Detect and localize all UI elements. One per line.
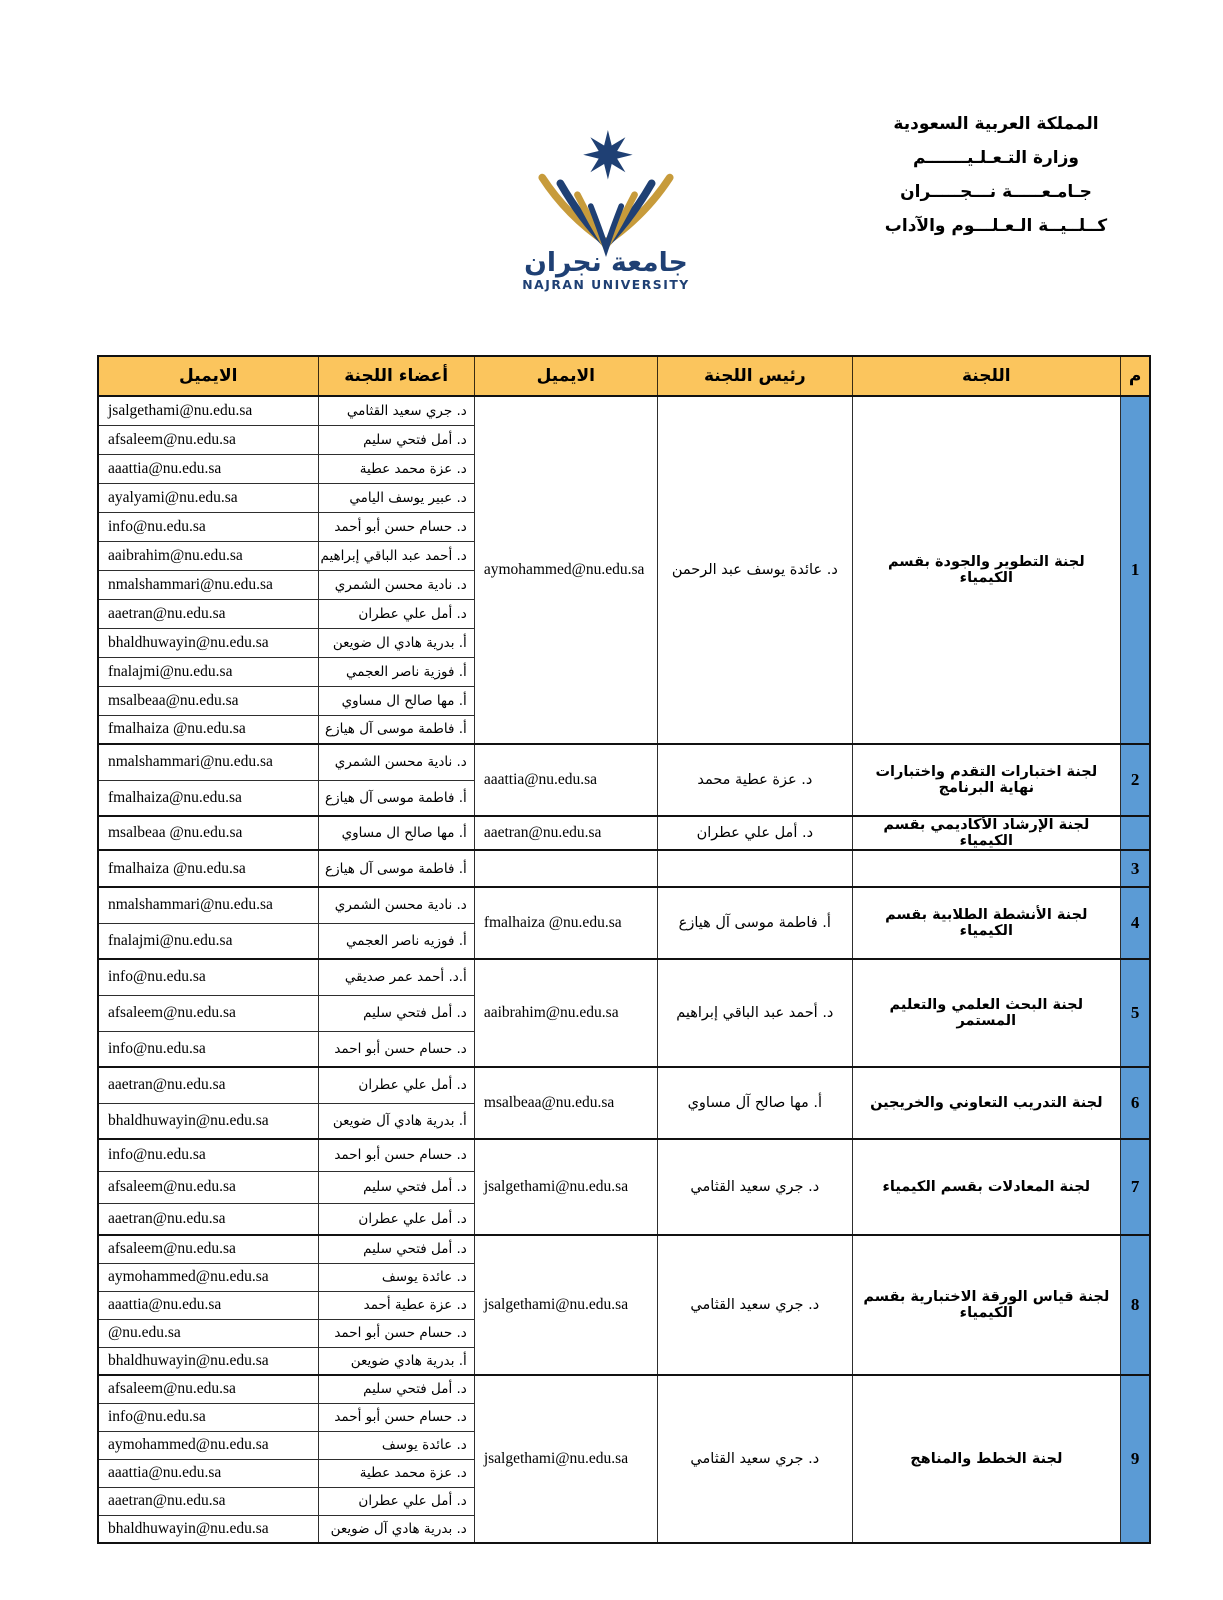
- member-email-cell: aaattia@nu.edu.sa: [98, 1291, 318, 1319]
- chair-email-cell: [474, 850, 657, 887]
- member-name-cell: د. حسام حسن أبو أحمد: [318, 1403, 474, 1431]
- member-name-cell: د. نادية محسن الشمري: [318, 570, 474, 599]
- logo-english-text: NAJRAN UNIVERSITY: [522, 277, 690, 292]
- committee-number-cell: 3: [1120, 850, 1150, 887]
- member-row: [98, 959, 1150, 995]
- member-email-cell: aymohammed@nu.edu.sa: [98, 1431, 318, 1459]
- committee-name-cell: لجنة اختبارات التقدم واختبارات نهاية البرنامج: [852, 744, 1120, 816]
- member-name-cell: د. حسام حسن أبو احمد: [318, 1319, 474, 1347]
- committee-chair-cell: د. عائدة يوسف عبد الرحمن: [657, 396, 852, 744]
- member-name-cell: د. أمل فتحي سليم: [318, 425, 474, 454]
- najran-university-logo: [508, 126, 704, 296]
- member-email-cell: msalbeaa@nu.edu.sa: [98, 686, 318, 715]
- chair-email-cell: aaibrahim@nu.edu.sa: [474, 959, 657, 1067]
- member-email-cell: info@nu.edu.sa: [98, 512, 318, 541]
- member-row: [98, 1067, 1150, 1103]
- member-name-cell: د. أمل علي عطران: [318, 1487, 474, 1515]
- chair-email-cell: aaattia@nu.edu.sa: [474, 744, 657, 816]
- committee-number-cell: 9: [1120, 1375, 1150, 1543]
- committee-number-cell: 7: [1120, 1139, 1150, 1235]
- member-name-cell: د. حسام حسن أبو احمد: [318, 1031, 474, 1067]
- palm-wings-icon: [542, 178, 669, 248]
- member-email-cell: aaetran@nu.edu.sa: [98, 1067, 318, 1103]
- member-name-cell: د. أمل علي عطران: [318, 599, 474, 628]
- member-email-cell: fmalhaiza@nu.edu.sa: [98, 780, 318, 816]
- member-email-cell: nmalshammari@nu.edu.sa: [98, 744, 318, 780]
- org-line-country: المملكة العربية السعودية: [893, 114, 1099, 134]
- member-email-cell: nmalshammari@nu.edu.sa: [98, 570, 318, 599]
- committee-chair-cell: د. أحمد عبد الباقي إبراهيم: [657, 959, 852, 1067]
- org-header-block: [873, 116, 1119, 252]
- member-name-cell: أ. بدرية هادي ضويعن: [318, 1347, 474, 1375]
- member-email-cell: ayalyami@nu.edu.sa: [98, 483, 318, 512]
- member-name-cell: أ. بدرية هادي ال ضويعن: [318, 628, 474, 657]
- member-email-cell: info@nu.edu.sa: [98, 1139, 318, 1171]
- logo-arabic-text: جامعة نجران: [524, 246, 688, 278]
- member-email-cell: info@nu.edu.sa: [98, 1403, 318, 1431]
- member-row: [98, 1235, 1150, 1263]
- member-name-cell: د. جري سعيد القثامي: [318, 396, 474, 425]
- committee-name-cell: لجنة التدريب التعاوني والخريجين: [852, 1067, 1120, 1139]
- committee-number-cell: 6: [1120, 1067, 1150, 1139]
- member-name-cell: د. نادية محسن الشمري: [318, 744, 474, 780]
- committee-number-cell: 2: [1120, 744, 1150, 816]
- committee-chair-cell: [657, 850, 852, 887]
- committee-chair-cell: د. جري سعيد القثامي: [657, 1139, 852, 1235]
- org-line-ministry: وزارة التـعـلـيـــــــم: [913, 148, 1079, 168]
- member-email-cell: aaattia@nu.edu.sa: [98, 454, 318, 483]
- member-row: [98, 396, 1150, 425]
- member-name-cell: أ. فاطمة موسى آل هيازع: [318, 780, 474, 816]
- member-email-cell: aaetran@nu.edu.sa: [98, 1203, 318, 1235]
- committee-number-cell: 1: [1120, 396, 1150, 744]
- member-name-cell: د. أمل فتحي سليم: [318, 995, 474, 1031]
- member-name-cell: د. أمل علي عطران: [318, 1067, 474, 1103]
- member-name-cell: د. أحمد عبد الباقي إبراهيم: [318, 541, 474, 570]
- member-email-cell: bhaldhuwayin@nu.edu.sa: [98, 1347, 318, 1375]
- member-name-cell: د. نادية محسن الشمري: [318, 887, 474, 923]
- committee-number-cell: 4: [1120, 887, 1150, 959]
- member-email-cell: jsalgethami@nu.edu.sa: [98, 396, 318, 425]
- member-name-cell: د. عبير يوسف اليامي: [318, 483, 474, 512]
- committee-chair-cell: أ. مها صالح آل مساوي: [657, 1067, 852, 1139]
- member-email-cell: nmalshammari@nu.edu.sa: [98, 887, 318, 923]
- member-email-cell: bhaldhuwayin@nu.edu.sa: [98, 628, 318, 657]
- member-name-cell: د. بدرية هادي آل ضويعن: [318, 1515, 474, 1543]
- member-email-cell: fmalhaiza @nu.edu.sa: [98, 715, 318, 744]
- committee-name-cell: لجنة قياس الورقة الاختبارية بقسم الكيمياء: [852, 1235, 1120, 1375]
- member-email-cell: @nu.edu.sa: [98, 1319, 318, 1347]
- member-email-cell: info@nu.edu.sa: [98, 959, 318, 995]
- chair-email-cell: fmalhaiza @nu.edu.sa: [474, 887, 657, 959]
- committee-number-cell: [1120, 816, 1150, 850]
- chair-email-cell: jsalgethami@nu.edu.sa: [474, 1375, 657, 1543]
- col-header-member-email: الايميل: [98, 356, 318, 396]
- member-row: [98, 1139, 1150, 1171]
- col-header-chair: رئيس اللجنة: [657, 356, 852, 396]
- member-name-cell: د. حسام حسن أبو أحمد: [318, 512, 474, 541]
- member-email-cell: bhaldhuwayin@nu.edu.sa: [98, 1515, 318, 1543]
- member-email-cell: aaattia@nu.edu.sa: [98, 1459, 318, 1487]
- committee-name-cell: لجنة الإرشاد الأكاديمي بقسم الكيمياء: [852, 816, 1120, 850]
- member-name-cell: د. عائدة يوسف: [318, 1263, 474, 1291]
- table-header-row: [98, 356, 1150, 396]
- org-line-college: كــلــيــة الـعـلـــوم والآداب: [884, 216, 1108, 236]
- member-name-cell: د. أمل علي عطران: [318, 1203, 474, 1235]
- member-row: [98, 1375, 1150, 1403]
- member-name-cell: أ. فاطمة موسى آل هيازع: [318, 715, 474, 744]
- member-email-cell: aaetran@nu.edu.sa: [98, 599, 318, 628]
- col-header-members: أعضاء اللجنة: [318, 356, 474, 396]
- committee-chair-cell: أ. فاطمة موسى آل هيازع: [657, 887, 852, 959]
- chair-email-cell: aymohammed@nu.edu.sa: [474, 396, 657, 744]
- member-row: [98, 744, 1150, 780]
- committee-name-cell: لجنة البحث العلمي والتعليم المستمر: [852, 959, 1120, 1067]
- member-email-cell: msalbeaa @nu.edu.sa: [98, 816, 318, 850]
- committee-chair-cell: د. جري سعيد القثامي: [657, 1375, 852, 1543]
- org-line-university: جـامـعـــــة نـــجـــــران: [900, 182, 1092, 202]
- member-name-cell: أ. مها صالح ال مساوي: [318, 816, 474, 850]
- member-name-cell: د. عزة عطية أحمد: [318, 1291, 474, 1319]
- chair-email-cell: aaetran@nu.edu.sa: [474, 816, 657, 850]
- committee-number-cell: 8: [1120, 1235, 1150, 1375]
- col-header-chair-email: الايميل: [474, 356, 657, 396]
- col-header-committee: اللجنة: [852, 356, 1120, 396]
- committee-name-cell: لجنة التطوير والجودة بقسم الكيمياء: [852, 396, 1120, 744]
- member-name-cell: أ. بدرية هادي آل ضويعن: [318, 1103, 474, 1139]
- member-name-cell: أ. فوزيه ناصر العجمي: [318, 923, 474, 959]
- member-email-cell: aaetran@nu.edu.sa: [98, 1487, 318, 1515]
- member-row: [98, 816, 1150, 850]
- member-row: [98, 850, 1150, 887]
- committee-chair-cell: د. عزة عطية محمد: [657, 744, 852, 816]
- member-email-cell: afsaleem@nu.edu.sa: [98, 1235, 318, 1263]
- committee-name-cell: لجنة الأنشطة الطلابية بقسم الكيمياء: [852, 887, 1120, 959]
- member-name-cell: د. أمل فتحي سليم: [318, 1375, 474, 1403]
- member-email-cell: bhaldhuwayin@nu.edu.sa: [98, 1103, 318, 1139]
- member-email-cell: aymohammed@nu.edu.sa: [98, 1263, 318, 1291]
- chair-email-cell: msalbeaa@nu.edu.sa: [474, 1067, 657, 1139]
- member-name-cell: أ. مها صالح ال مساوي: [318, 686, 474, 715]
- committee-number-cell: 5: [1120, 959, 1150, 1067]
- member-name-cell: د. عزة محمد عطية: [318, 454, 474, 483]
- member-name-cell: د. حسام حسن أبو احمد: [318, 1139, 474, 1171]
- col-header-no: م: [1120, 356, 1150, 396]
- member-name-cell: د. أمل فتحي سليم: [318, 1171, 474, 1203]
- star-icon: [583, 130, 632, 179]
- chair-email-cell: jsalgethami@nu.edu.sa: [474, 1235, 657, 1375]
- member-email-cell: fnalajmi@nu.edu.sa: [98, 657, 318, 686]
- member-row: [98, 887, 1150, 923]
- member-email-cell: afsaleem@nu.edu.sa: [98, 425, 318, 454]
- committee-name-cell: لجنة الخطط والمناهج: [852, 1375, 1120, 1543]
- committee-name-cell: [852, 850, 1120, 887]
- member-email-cell: aaibrahim@nu.edu.sa: [98, 541, 318, 570]
- committee-name-cell: لجنة المعادلات بقسم الكيمياء: [852, 1139, 1120, 1235]
- member-email-cell: fnalajmi@nu.edu.sa: [98, 923, 318, 959]
- committee-chair-cell: د. أمل علي عطران: [657, 816, 852, 850]
- member-email-cell: afsaleem@nu.edu.sa: [98, 1375, 318, 1403]
- committee-chair-cell: د. جري سعيد القثامي: [657, 1235, 852, 1375]
- member-name-cell: د. عزة محمد عطية: [318, 1459, 474, 1487]
- member-email-cell: afsaleem@nu.edu.sa: [98, 995, 318, 1031]
- chair-email-cell: jsalgethami@nu.edu.sa: [474, 1139, 657, 1235]
- member-email-cell: info@nu.edu.sa: [98, 1031, 318, 1067]
- member-email-cell: afsaleem@nu.edu.sa: [98, 1171, 318, 1203]
- member-name-cell: د. عائدة يوسف: [318, 1431, 474, 1459]
- member-name-cell: أ. فاطمة موسى آل هيازع: [318, 850, 474, 887]
- committees-table: [97, 355, 1151, 1544]
- member-name-cell: أ. فوزية ناصر العجمي: [318, 657, 474, 686]
- member-name-cell: أ.د. أحمد عمر صديقي: [318, 959, 474, 995]
- member-name-cell: د. أمل فتحي سليم: [318, 1235, 474, 1263]
- member-email-cell: fmalhaiza @nu.edu.sa: [98, 850, 318, 887]
